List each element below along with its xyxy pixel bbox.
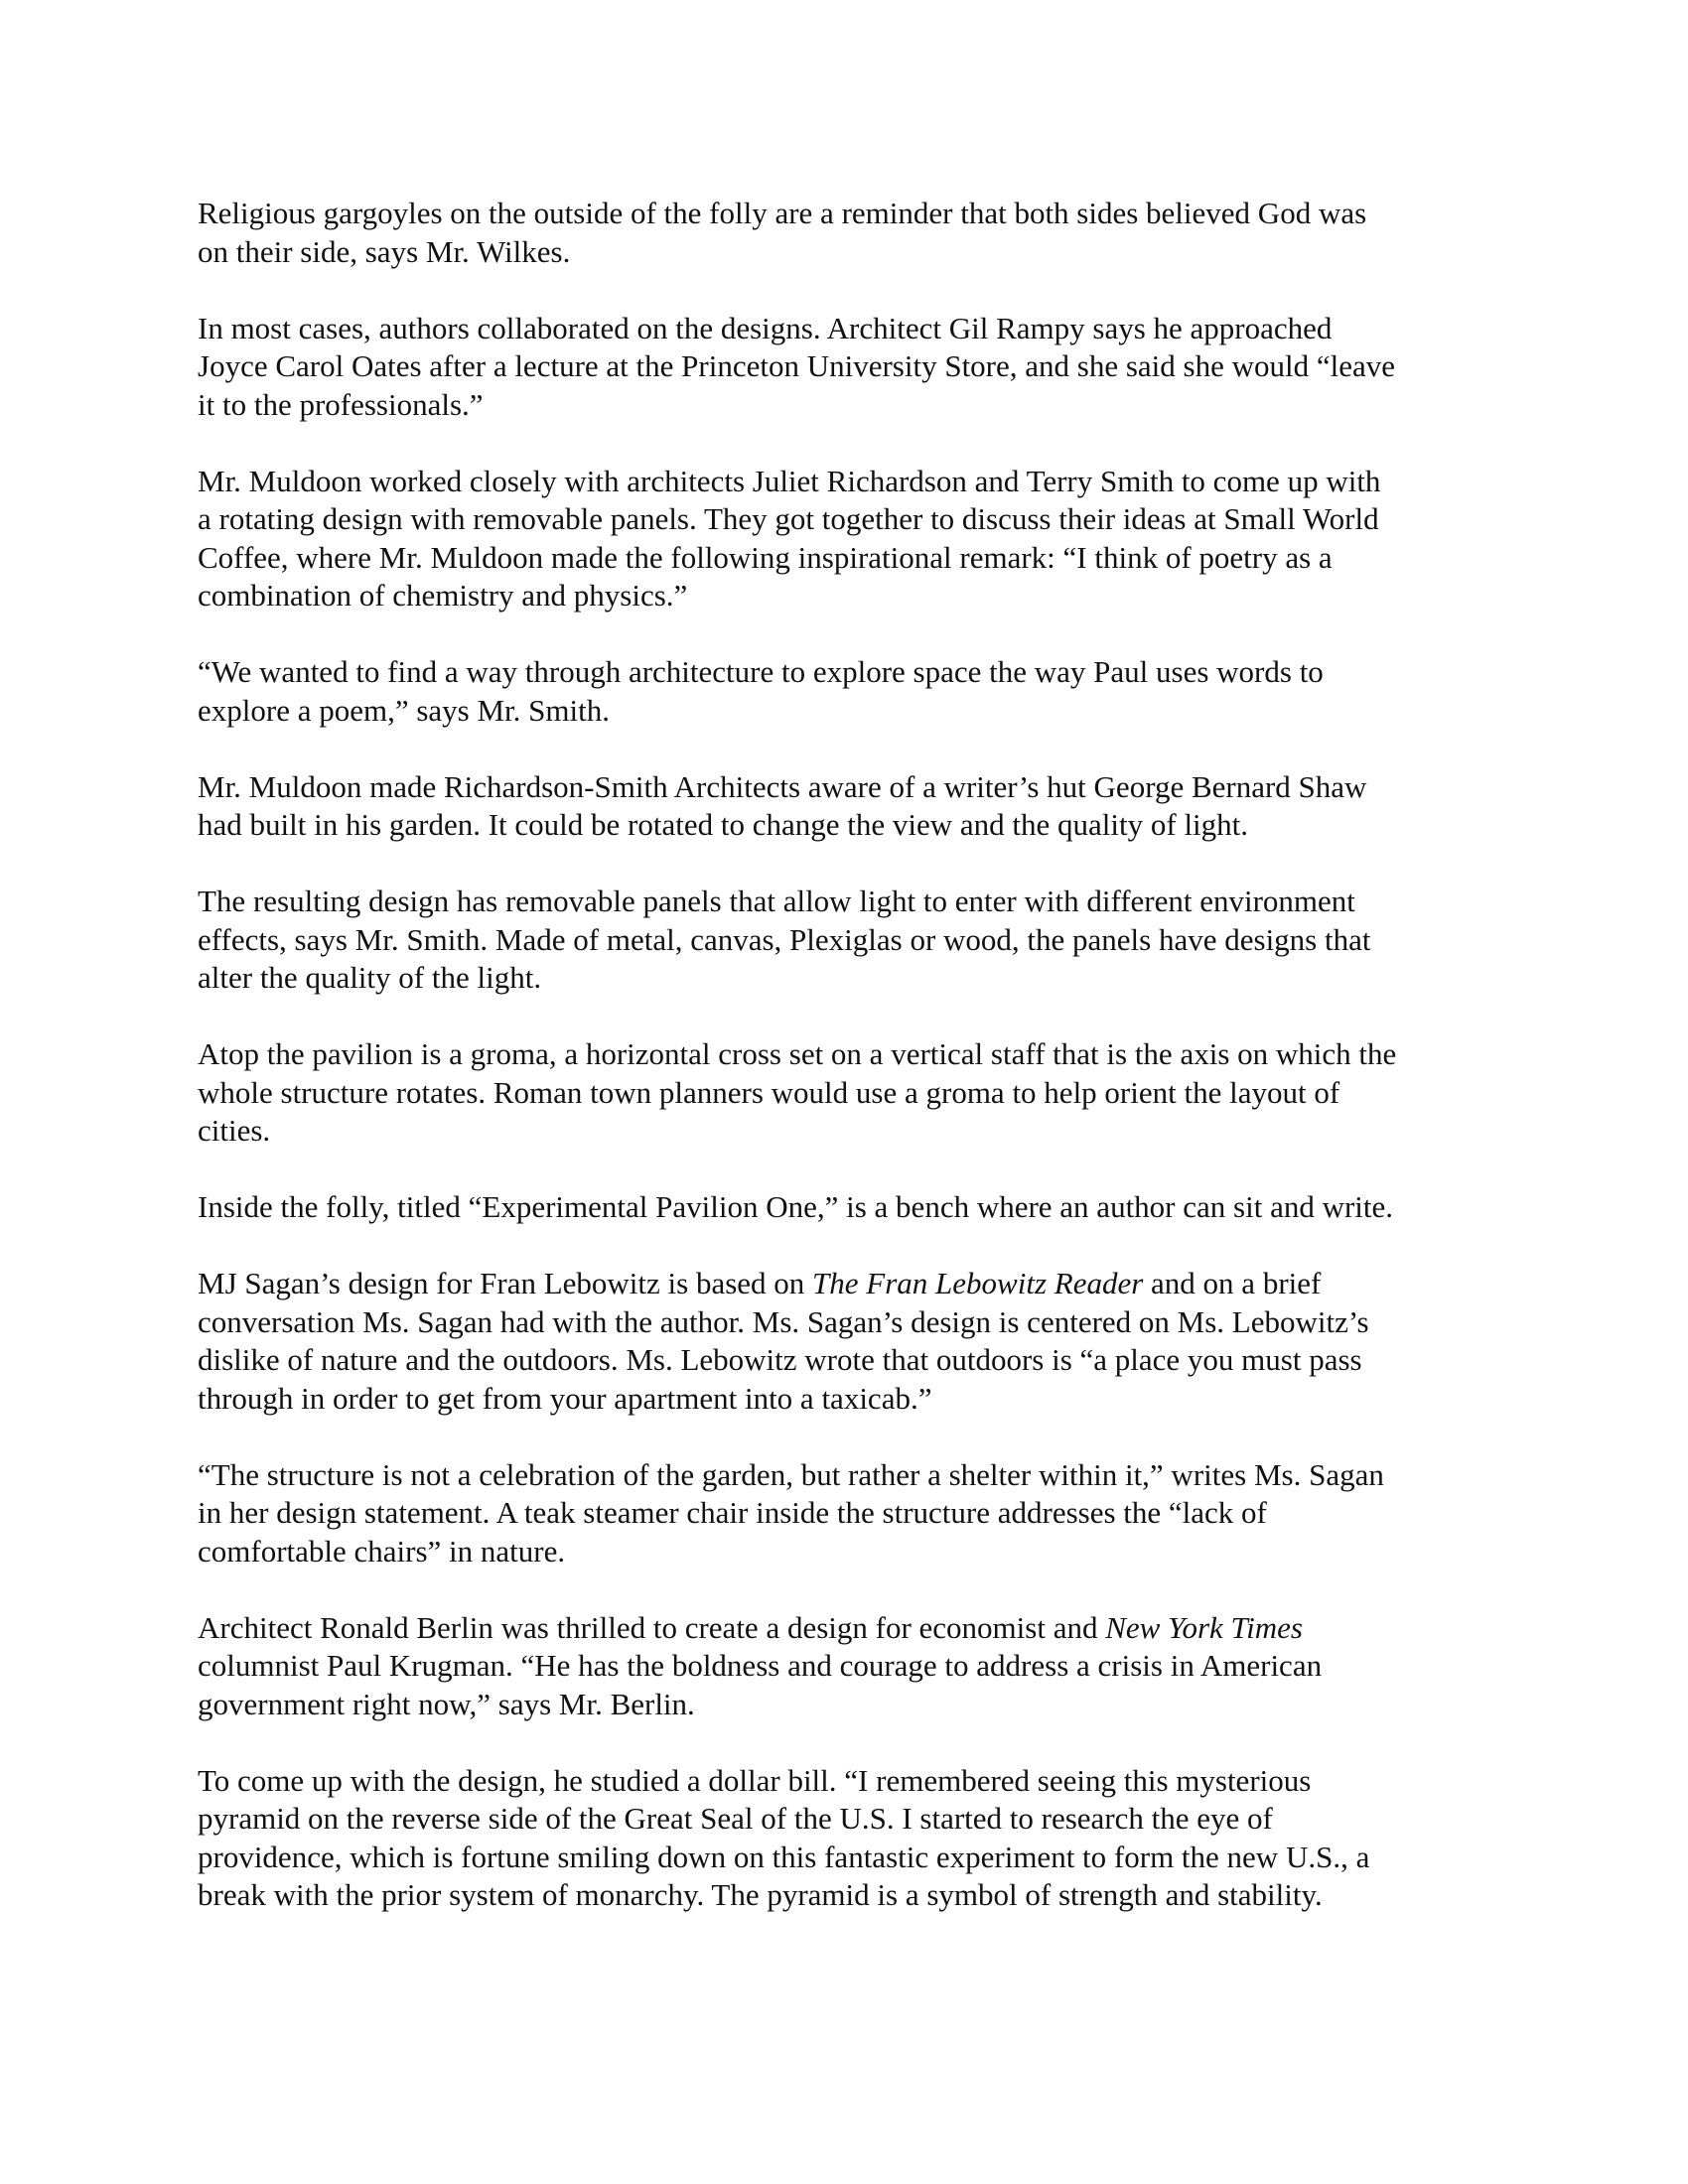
paragraph-5-line-2: had built in his garden. It could be rotated to change the view and the quality of light. xyxy=(198,807,1249,842)
paragraph-10 xyxy=(198,1456,1508,1571)
paragraph-3 xyxy=(198,463,1508,615)
paragraph-1-line-2: on their side, says Mr. Wilkes. xyxy=(198,233,571,269)
paragraph-12 xyxy=(198,1762,1508,1915)
paragraph-12-line-3: providence, which is fortune smiling down on this fantastic experiment to form the new U.S., a xyxy=(198,1839,1370,1874)
paragraph-2-line-1: In most cases, authors collaborated on the designs. Architect Gil Rampy says he approached xyxy=(198,310,1333,345)
paragraph-10-line-1: “The structure is not a celebration of the garden, but rather a shelter within it,” writes Ms. Sagan xyxy=(198,1456,1384,1492)
paragraph-1 xyxy=(198,195,1508,271)
paragraph-3-line-2: a rotating design with removable panels. They got together to discuss their ideas at Small World xyxy=(198,501,1379,536)
paragraph-5-line-1: Mr. Muldoon made Richardson-Smith Architects aware of a writer’s hut George Bernard Shaw xyxy=(198,768,1367,804)
paragraph-5 xyxy=(198,768,1508,845)
paragraph-11 xyxy=(198,1609,1508,1724)
paragraph-12-line-2: pyramid on the reverse side of the Great Seal of the U.S. I started to research the eye of xyxy=(198,1801,1273,1836)
document-page xyxy=(198,195,1508,1953)
paragraph-1-line-1: Religious gargoyles on the outside of the folly are a reminder that both sides believed God was xyxy=(198,196,1367,230)
paragraph-9 xyxy=(198,1265,1508,1418)
paragraph-2-line-2: Joyce Carol Oates after a lecture at the Princeton University Store, and she said she would “leave xyxy=(198,348,1396,383)
paragraph-11-text-1: Architect Ronald Berlin was thrilled to create a design for economist and xyxy=(198,1609,1106,1645)
paragraph-6-line-2: effects, says Mr. Smith. Made of metal, canvas, Plexiglas or wood, the panels have designs that xyxy=(198,921,1371,957)
paragraph-3-line-4: combination of chemistry and physics.” xyxy=(198,578,688,613)
paragraph-8 xyxy=(198,1188,1508,1227)
paragraph-10-line-3: comfortable chairs” in nature. xyxy=(198,1533,566,1569)
newspaper-title-italic: New York Times xyxy=(1105,1609,1303,1645)
paragraph-3-line-1: Mr. Muldoon worked closely with architects Juliet Richardson and Terry Smith to come up with xyxy=(198,463,1381,498)
paragraph-4-line-2: explore a poem,” says Mr. Smith. xyxy=(198,692,610,728)
paragraph-7-line-2: whole structure rotates. Roman town planners would use a groma to help orient the layout of xyxy=(198,1074,1340,1110)
paragraph-9-text-1: MJ Sagan’s design for Fran Lebowitz is based on xyxy=(198,1266,813,1300)
book-title-italic: The Fran Lebowitz Reader xyxy=(812,1266,1144,1300)
paragraph-4-line-1: “We wanted to find a way through architecture to explore space the way Paul uses words to xyxy=(198,654,1324,689)
paragraph-6-line-1: The resulting design has removable panels that allow light to enter with different environment xyxy=(198,884,1355,918)
paragraph-7-line-3: cities. xyxy=(198,1113,271,1148)
paragraph-8-line-1: Inside the folly, titled “Experimental Pavilion One,” is a bench where an author can sit and write. xyxy=(198,1189,1394,1224)
paragraph-2 xyxy=(198,310,1508,425)
paragraph-9-text-2: and on a brief conversation Ms. Sagan had with the author. Ms. Sagan’s design is centered on Ms. Lebowitz’s dislike of nature and the outdoors. Ms. Lebowitz wrote that outdoors is “a place you must pass through in order to get from your apartment into a taxicab.” xyxy=(198,1266,1369,1416)
paragraph-7-line-1: Atop the pavilion is a groma, a horizontal cross set on a vertical staff that is the axis on which the xyxy=(198,1036,1397,1071)
paragraph-2-line-3: it to the professionals.” xyxy=(198,386,484,422)
paragraph-3-line-3: Coffee, where Mr. Muldoon made the following inspirational remark: “I think of poetry as a xyxy=(198,539,1333,575)
paragraph-11-text-2: columnist Paul Krugman. “He has the boldness and courage to address a crisis in American government right now,” says Mr. Berlin. xyxy=(198,1648,1323,1721)
paragraph-6 xyxy=(198,883,1508,998)
paragraph-4 xyxy=(198,653,1508,730)
paragraph-10-line-2: in her design statement. A teak steamer chair inside the structure addresses the “lack of xyxy=(198,1495,1267,1530)
paragraph-12-line-1: To come up with the design, he studied a dollar bill. “I remembered seeing this mysterious xyxy=(198,1762,1312,1798)
paragraph-6-line-3: alter the quality of the light. xyxy=(198,960,542,995)
paragraph-7 xyxy=(198,1035,1508,1151)
paragraph-12-line-4: break with the prior system of monarchy. The pyramid is a symbol of strength and stability. xyxy=(198,1877,1323,1912)
